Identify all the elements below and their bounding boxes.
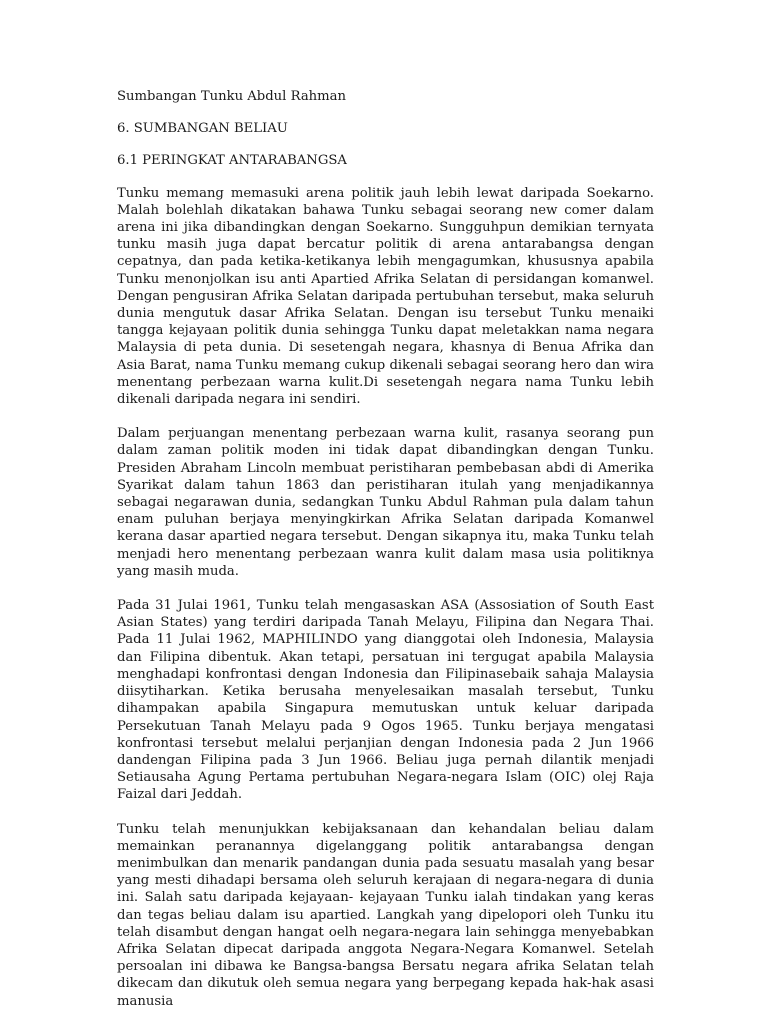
subsection-heading: 6.1 PERINGKAT ANTARABANGSA <box>117 153 347 169</box>
section-heading: 6. SUMBANGAN BELIAU <box>117 121 288 137</box>
paragraph-3: Pada 31 Julai 1961, Tunku telah mengasaskan ASA (Assosiation of South East Asian States) yang terdiri daripada Tanah Melayu, Filipina dan Negara Thai. Pada 11 Julai 1962, MAPHILINDO yang dianggotai oleh Indonesia, Malaysia dan Filipina dibentuk. Akan tetapi, persatuan ini tergugat apabila Malaysia menghadapi konfrontasi dengan Indonesia dan Filipinasebaik sahaja Malaysia diisytiharkan. Ketika berusaha menyelesaikan masalah tersebut, Tunku dihampakan apabila Singapura memutuskan untuk keluar daripada Persekutuan Tanah Melayu pada 9 Ogos 1965. Tunku berjaya mengatasi konfrontasi tersebut melalui perjanjian dengan Indonesia pada 2 Jun 1966 dandengan Filipina pada 3 Jun 1966. Beliau juga pernah dilantik menjadi Setiausaha Agung Pertama pertubuhan Negara-negara Islam (OIC) olej Raja Faizal dari Jeddah. <box>117 598 654 803</box>
document-title: Sumbangan Tunku Abdul Rahman <box>117 89 347 104</box>
document-body <box>117 88 654 1027</box>
paragraph-4: Tunku telah menunjukkan kebijaksanaan dan kehandalan beliau dalam memainkan peranannya digelanggang politik antarabangsa dengan menimbulkan dan menarik pandangan dunia pada sesuatu masalah yang besar yang mesti dihadapi bersama oleh seluruh kerajaan di negara-negara di dunia ini. Salah satu daripada kejayaan- kejayaan Tunku ialah tindakan yang keras dan tegas beliau dalam isu apartied. Langkah yang dipelopori oleh Tunku itu telah disambut dengan hangat oelh negara-negara lain sehingga menyebabkan Afrika Selatan dipecat daripada anggota Negara-Negara Komanwel. Setelah persoalan ini dibawa ke Bangsa-bangsa Bersatu negara afrika Selatan telah dikecam dan dikutuk oleh semua negara yang berpegang kepada hak-hak asasi manusia <box>117 821 654 1009</box>
paragraph-2: Dalam perjuangan menentang perbezaan warna kulit, rasanya seorang pun dalam zaman politik moden ini tidak dapat dibandingkan dengan Tunku. Presiden Abraham Lincoln membuat peristiharan pembebasan abdi di Amerika Syarikat dalam tahun 1863 dan peristiharan itulah yang menjadikannya sebagai negarawan dunia, sedangkan Tunku Abdul Rahman pula dalam tahun enam puluhan berjaya menyingkirkan Afrika Selatan daripada Komanwel kerana dasar apartied negara tersebut. Dengan sikapnya itu, maka Tunku telah menjadi hero menentang perbezaan wanra kulit dalam masa usia politiknya yang masih muda. <box>117 426 654 579</box>
paragraph-1: Tunku memang memasuki arena politik jauh lebih lewat daripada Soekarno. Malah bolehlah dikatakan bahawa Tunku sebagai seorang new comer dalam arena ini jika dibandingkan dengan Soekarno. Sungguhpun demikian ternyata tunku masih juga dapat bercatur politik di arena antarabangsa dengan cepatnya, dan pada ketika-ketikanya lebih mengagumkan, khususnya apabila Tunku menonjolkan isu anti Apartied Afrika Selatan di persidangan komanwel. Dengan pengusiran Afrika Selatan daripada pertubuhan tersebut, maka seluruh dunia mengutuk dasar Afrika Selatan. Dengan isu tersebut Tunku menaiki tangga kejayaan politik dunia sehingga Tunku dapat meletakkan nama negara Malaysia di peta dunia. Di sesetengah negara, khasnya di Benua Afrika dan Asia Barat, nama Tunku memang cukup dikenali sebagai seorang hero dan wira menentang perbezaan warna kulit.Di sesetengah negara nama Tunku lebih dikenali daripada negara ini sendiri. <box>117 185 654 408</box>
